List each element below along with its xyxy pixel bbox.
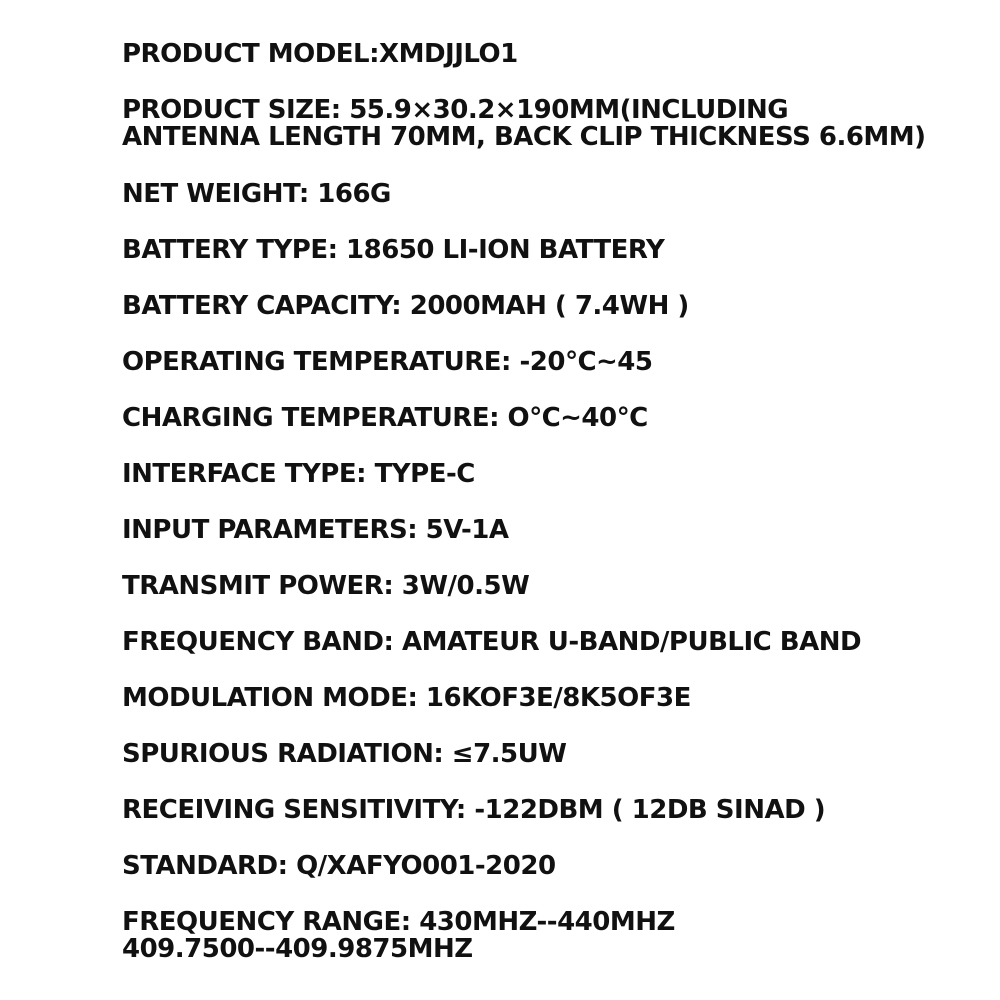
spec-charging-temperature: CHARGING TEMPERATURE: O℃~40℃ <box>122 403 648 433</box>
spec-product-size-line-2: ANTENNA LENGTH 70MM, BACK CLIP THICKNESS 6.6MM) <box>122 122 926 152</box>
spec-product-model: PRODUCT MODEL:XMDJJLO1 <box>122 39 518 69</box>
spec-transmit-power: TRANSMIT POWER: 3W/0.5W <box>122 571 530 601</box>
spec-frequency-band: FREQUENCY BAND: AMATEUR U-BAND/PUBLIC BAND <box>122 627 862 657</box>
spec-operating-temperature: OPERATING TEMPERATURE: -20℃~45 <box>122 347 653 377</box>
spec-net-weight: NET WEIGHT: 166G <box>122 179 391 209</box>
spec-product-size-line-1: PRODUCT SIZE: 55.9×30.2×190MM(INCLUDING <box>122 95 789 125</box>
spec-interface-type: INTERFACE TYPE: TYPE-C <box>122 459 475 489</box>
spec-frequency-range <box>122 909 982 963</box>
spec-battery-type: BATTERY TYPE: 18650 LI-ION BATTERY <box>122 235 665 265</box>
spec-battery-capacity: BATTERY CAPACITY: 2000MAH ( 7.4WH ) <box>122 291 689 321</box>
spec-frequency-range-line-2: 409.7500--409.9875MHZ <box>122 934 473 964</box>
spec-frequency-range-line-1: FREQUENCY RANGE: 430MHZ--440MHZ <box>122 907 675 937</box>
spec-product-size <box>122 97 982 151</box>
spec-input-parameters: INPUT PARAMETERS: 5V-1A <box>122 515 509 545</box>
spec-modulation-mode: MODULATION MODE: 16KOF3E/8K5OF3E <box>122 683 691 713</box>
spec-standard: STANDARD: Q/XAFYO001-2020 <box>122 851 556 881</box>
spec-sheet <box>122 0 982 1000</box>
spec-receiving-sensitivity: RECEIVING SENSITIVITY: -122DBM ( 12DB SINAD ) <box>122 795 826 825</box>
spec-spurious-radiation: SPURIOUS RADIATION: ≤7.5UW <box>122 739 567 769</box>
